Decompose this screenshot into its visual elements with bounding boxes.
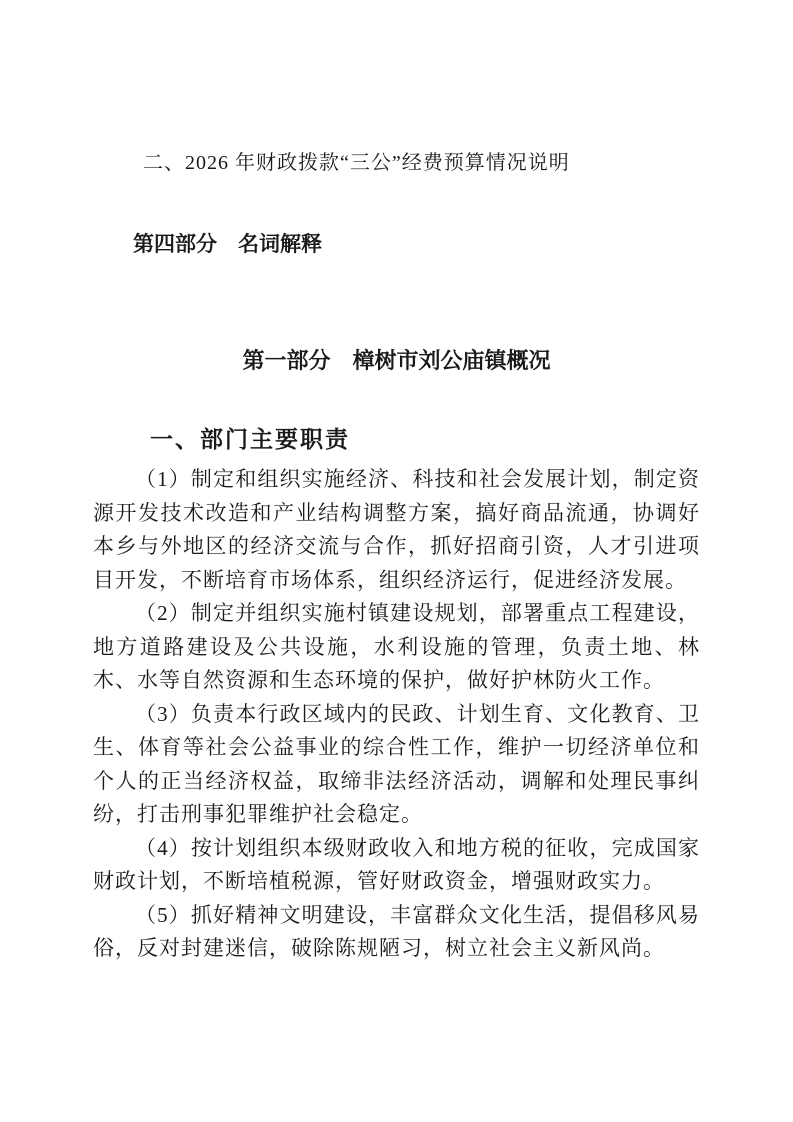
section-four-heading: 第四部分 名词解释: [133, 233, 322, 256]
duties-heading: 一、部门主要职责: [150, 426, 350, 452]
part-one-heading: 第一部分 樟树市刘公庙镇概况: [242, 348, 551, 373]
duty-paragraph-2: （2）制定并组织实施村镇建设规划，部署重点工程建设，地方道路建设及公共设施，水利设施的管理，负责土地、林木、水等自然资源和生态环境的保护，做好护林防火工作。: [93, 601, 700, 692]
duty-paragraph-5: （5）抓好精神文明建设，丰富群众文化生活，提倡移风易俗，反对封建迷信，破除陈规陋习，树立社会主义新风尚。: [93, 902, 700, 960]
toc-line-three-public-funds: 二、2026 年财政拨款“三公”经费预算情况说明: [143, 152, 570, 174]
duty-paragraph-3: （3）负责本行政区域内的民政、计划生育、文化教育、卫生、体育等社会公益事业的综合性工作，维护一切经济单位和个人的正当经济权益，取缔非法经济活动，调解和处理民事纠纷，打击刑事犯罪维护社会稳定。: [93, 701, 700, 826]
duty-paragraph-1: （1）制定和组织实施经济、科技和社会发展计划，制定资源开发技术改造和产业结构调整方案，搞好商品流通，协调好本乡与外地区的经济交流与合作，抓好招商引资，人才引进项目开发，不断培育市场体系，组织经济运行，促进经济发展。: [93, 467, 700, 592]
duties-paragraphs: [93, 463, 700, 966]
duty-paragraph-4: （4）按计划组织本级财政收入和地方税的征收，完成国家财政计划，不断培植税源，管好财政资金，增强财政实力。: [93, 835, 700, 893]
